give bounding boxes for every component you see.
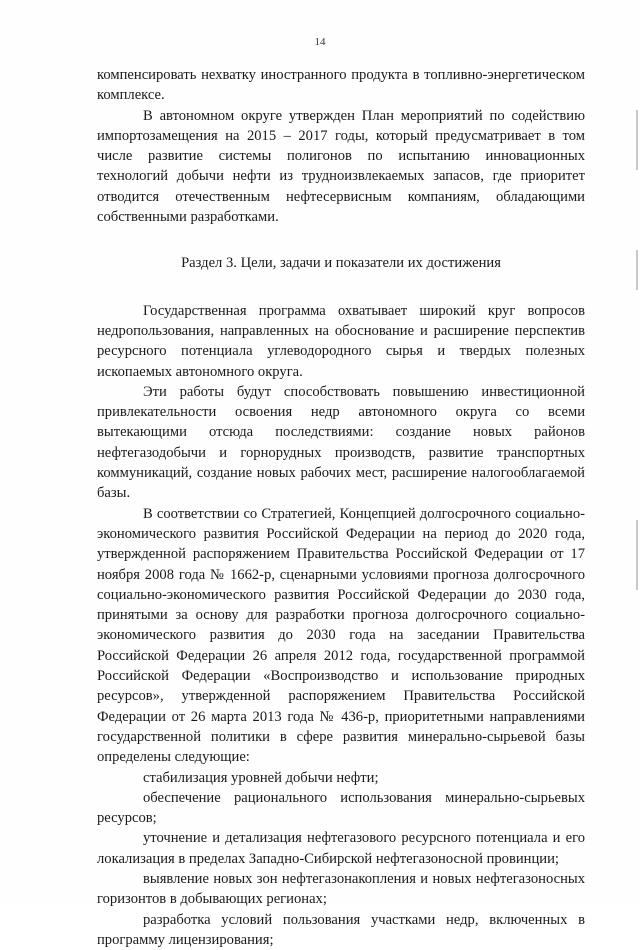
list-item: стабилизация уровней добычи нефти;	[143, 769, 379, 786]
document-body	[97, 65, 585, 950]
list-item: обеспечение рационального использования минерально-сырьевых ресурсов;	[97, 789, 585, 827]
paragraph: В соответствии со Стратегией, Концепцией долгосрочного социально-экономического развития Российской Федерации на период до 2020 года, утвержденной распоряжением Правительства Российской Федерации от 17 ноября 2008 года № 1662-р, сценарными условиями прогноза долгосрочного социально-экономического развития Российской Федерации до 2030 года, принятыми за основу для разработки прогноза долгосрочного социально-экономического развития до 2030 года на заседании Правительства Российской Федерации 26 апреля 2012 года, государственной программой Российской Федерации «Воспроизводство и использование природных ресурсов», утвержденной распоряжением Правительства Российской Федерации от 26 марта 2013 года № 436-р, приоритетными направлениями государственной политики в сфере развития минерально-сырьевой базы определены следующие:	[97, 505, 585, 766]
list-item: выявление новых зон нефтегазонакопления и новых нефтегазоносных горизонтов в добывающих регионах;	[97, 870, 585, 908]
page-number: 14	[314, 36, 326, 48]
section-heading: Раздел 3. Цели, задачи и показатели их достижения	[181, 255, 501, 272]
scan-edge-mark	[636, 520, 638, 590]
paragraph: В автономном округе утвержден План мероприятий по содействию импортозамещения на 2015 – 2017 годы, который предусматривает в том числе развитие системы полигонов по испытанию инновационных технологий добычи нефти из трудноизвлекаемых запасов, где приоритет отводится отечественным нефтесервисным компаниям, обладающими собственными разработками.	[97, 107, 585, 226]
list-item: уточнение и детализация нефтегазового ресурсного потенциала и его локализация в пределах Западно-Сибирской нефтегазоносной провинции;	[97, 830, 585, 867]
paragraph: Государственная программа охватывает широкий круг вопросов недропользования, направленных на обоснование и расширение перспектив ресурсного потенциала углеводородного сырья и твердых полезных ископаемых автономного округа.	[97, 302, 585, 380]
scan-edge-mark	[636, 250, 638, 290]
paragraph: Эти работы будут способствовать повышению инвестиционной привлекательности освоения недр автономного округа со всеми вытекающими отсюда последствиями: создание новых районов нефтегазодобычи и горнорудных производств, развитие транспортных коммуникаций, создание новых рабочих мест, расширение налогооблагаемой базы.	[97, 383, 585, 502]
paragraph: компенсировать нехватку иностранного продукта в топливно-энергетическом комплексе.	[97, 67, 585, 104]
list-item: разработка условий пользования участками недр, включенных в программу лицензирования;	[97, 911, 585, 948]
scan-edge-mark	[636, 110, 638, 170]
